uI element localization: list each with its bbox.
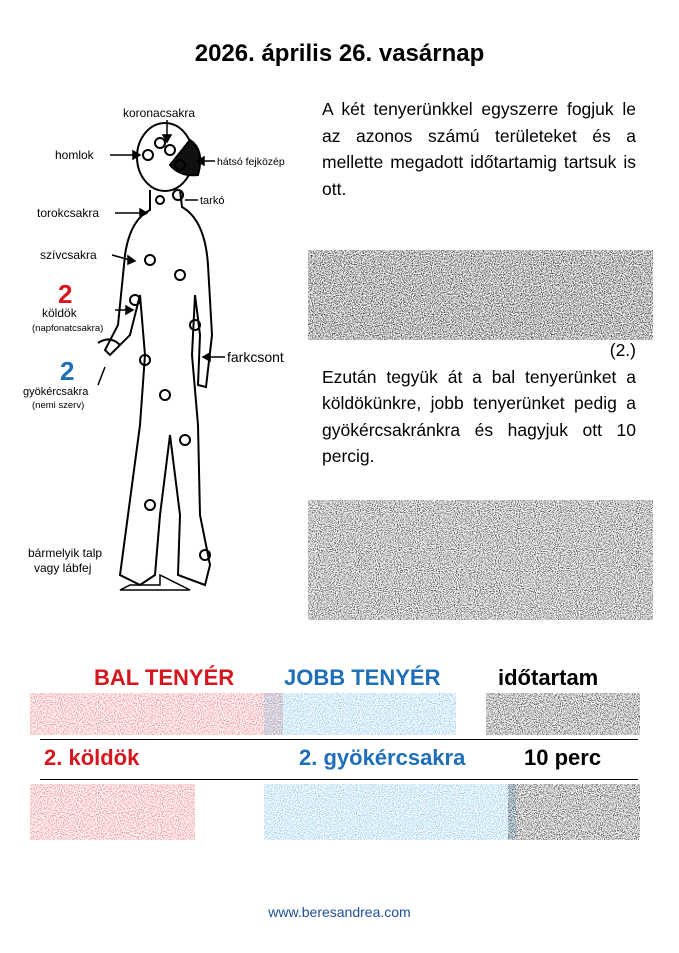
cell-idotartam: 10 perc bbox=[524, 745, 602, 770]
number-red: 2 bbox=[58, 279, 73, 309]
table-rule-top bbox=[40, 739, 638, 740]
step-text: Ezután tegyük át a bal tenyerünket a köldökünkre, jobb tenyerünket pedig a gyökércsakránkra és hagyjuk ott 10 percig. bbox=[322, 366, 636, 466]
label-labfej: vagy lábfej bbox=[34, 561, 92, 575]
label-szivcsakra: szívcsakra bbox=[40, 248, 97, 262]
header-bal-tenyer: BAL TENYÉR bbox=[94, 665, 235, 690]
obscured-row-noise-2 bbox=[30, 784, 640, 840]
label-koronacsakra: koronacsakra bbox=[123, 106, 196, 120]
cell-jobb-gyokercsakra: 2. gyökércsakra bbox=[299, 745, 466, 770]
label-homlok: homlok bbox=[55, 148, 94, 162]
label-torokcsakra: torokcsakra bbox=[37, 206, 100, 220]
instruction-paragraph-2 bbox=[322, 342, 636, 470]
instruction-paragraph: A két tenyerünkkel egyszerre fogjuk le az azonos számú területeket és a mellette megadott időtartamig tartsuk is ott. bbox=[322, 99, 636, 199]
label-gyokercsakra: gyökércsakra bbox=[23, 386, 89, 398]
label-gyoker-sub: (nemi szerv) bbox=[32, 400, 85, 411]
label-koldok: köldök bbox=[42, 306, 77, 320]
header-idotartam: időtartam bbox=[498, 665, 599, 690]
obscured-text-noise bbox=[308, 250, 653, 340]
obscured-row-noise bbox=[30, 693, 640, 735]
footer-link[interactable]: www.beresandrea.com bbox=[268, 904, 411, 920]
page-title: 2026. április 26. vasárnap bbox=[194, 40, 485, 67]
body-diagram bbox=[20, 95, 305, 610]
cell-bal-koldok: 2. köldök bbox=[44, 745, 140, 770]
label-koldok-sub: (napfonatcsakra) bbox=[32, 323, 104, 334]
obscured-text-noise-2 bbox=[308, 500, 653, 620]
label-talp: bármelyik talp bbox=[28, 546, 103, 560]
label-tarko: tarkó bbox=[200, 195, 225, 207]
number-blue: 2 bbox=[60, 356, 75, 386]
step-number: (2.) bbox=[609, 340, 636, 360]
human-figure-icon bbox=[98, 123, 212, 585]
label-hatso-fejkozep: hátsó fejközép bbox=[217, 156, 285, 168]
table-rule-bottom bbox=[40, 779, 638, 780]
label-farkcsont: farkcsont bbox=[227, 349, 284, 365]
header-jobb-tenyer: JOBB TENYÉR bbox=[284, 665, 441, 690]
